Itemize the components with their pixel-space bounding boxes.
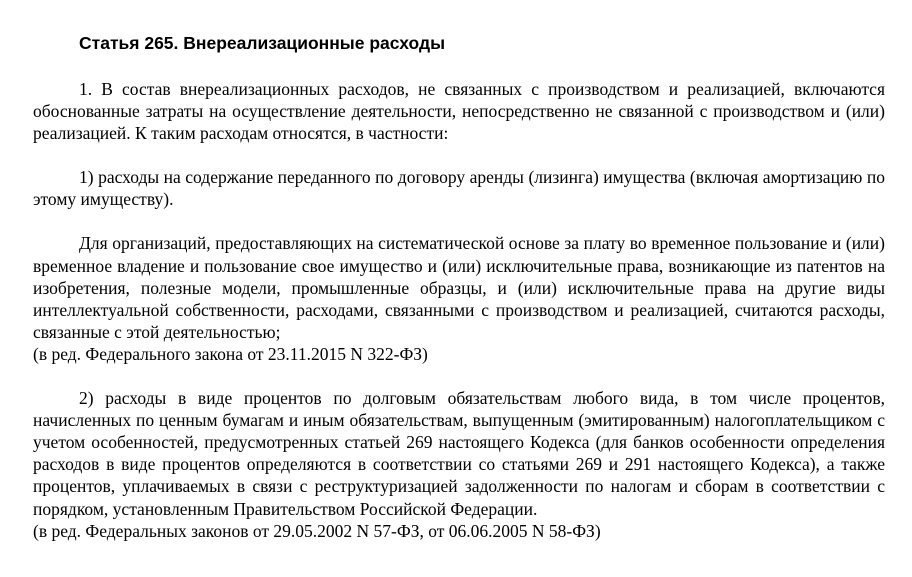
amendment-note-322-fz: (в ред. Федерального закона от 23.11.2015 N 322-ФЗ) xyxy=(33,343,428,364)
amendment-note-57-58-fz: (в ред. Федеральных законов от 29.05.2002 N 57-ФЗ, от 06.06.2005 N 58-ФЗ) xyxy=(33,520,601,541)
paragraph-item-1-clarification: Для организаций, предоставляющих на систематической основе за плату во временное пользование и (или) временное владение и пользование свое имущество и (или) исключительные права, возникающие из патентов на изобретения, полезные модели, промышленные образцы, и (или) исключительные права на другие виды интеллектуальной собственности, расходами, связанными с производством и реализацией, считаются расходы, связанные с этой деятельностью; xyxy=(33,233,885,342)
article-title: Статья 265. Внереализационные расходы xyxy=(79,33,446,53)
article-body xyxy=(33,78,885,542)
paragraph-item-2: 2) расходы в виде процентов по долговым обязательствам любого вида, в том числе процентов, начисленных по ценным бумагам и иным обязательствам, выпущенным (эмитированным) налогоплательщиком с учетом особенностей, предусмотренных статьей 269 настоящего Кодекса (для банков особенности определения расходов в виде процентов определяются в соответствии со статьями 269 и 291 настоящего Кодекса), а также процентов, уплачиваемых в связи с реструктуризацией задолженности по налогам и сборам в соответствии с порядком, установленным Правительством Российской Федерации. xyxy=(33,388,885,519)
paragraph-item-1: 1) расходы на содержание переданного по договору аренды (лизинга) имущества (включая амортизацию по этому имуществу). xyxy=(33,167,885,210)
paragraph-1: 1. В состав внереализационных расходов, не связанных с производством и реализацией, включаются обоснованные затраты на осуществление деятельности, непосредственно не связанной с производством и (или) реализацией. К таким расходам относятся, в частности: xyxy=(33,79,885,144)
